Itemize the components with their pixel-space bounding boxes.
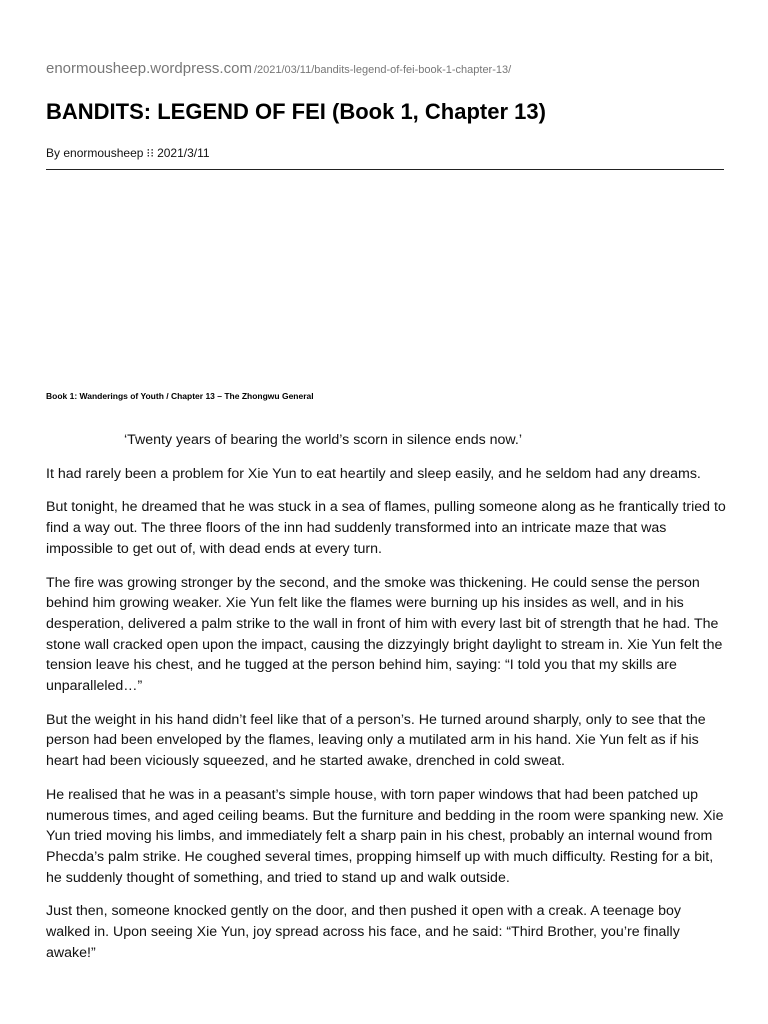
- chapter-label: Book 1: Wanderings of Youth / Chapter 13 – The Zhongwu General: [46, 391, 314, 401]
- source-url: [46, 60, 511, 78]
- body-paragraph: He realised that he was in a peasant’s simple house, with torn paper windows that had been patched up numerous times, and aged ceiling beams. But the furniture and bedding in the room were spanking new. Xie Yun tried moving his limbs, and immediately felt a sharp pain in his chest, probably an internal wound from Phecda’s palm strike. He coughed several times, propping himself up with much difficulty. Resting for a bit, he suddenly thought of something, and tried to stand up and walk outside.: [46, 786, 724, 886]
- epigraph: ‘Twenty years of bearing the world’s scorn in silence ends now.’: [124, 432, 522, 448]
- body-paragraph: The fire was growing stronger by the second, and the smoke was thickening. He could sense the person behind him growing weaker. Xie Yun felt like the flames were burning up his insides as well, and in his desperation, delivered a palm strike to the wall in front of him with every last bit of strength that he had. The stone wall cracked open upon the impact, causing the dizzyingly bright daylight to stream in. Xie Yun felt the tension leave his chest, and he tugged at the person behind him, saying: “I told you that my skills are unparalleled…”: [46, 574, 723, 695]
- empty-image-area: [46, 172, 724, 382]
- site-domain-link[interactable]: enormousheep.wordpress.com: [46, 60, 252, 77]
- body-paragraph: Just then, someone knocked gently on the door, and then pushed it open with a creak. A teenage boy walked in. Upon seeing Xie Yun, joy spread across his face, and he said: “Third Brother, you’re finally awake!”: [46, 903, 681, 961]
- publish-date: 2021/3/11: [157, 146, 210, 160]
- body-paragraph: But the weight in his hand didn’t feel like that of a person’s. He turned around sharply, only to see that the person had been enveloped by the flames, leaving only a mutilated arm in his hand. Xie Yun felt as if his heart had been viciously squeezed, and he started awake, drenched in cold sweat.: [46, 711, 706, 770]
- header-divider: [46, 169, 724, 170]
- body-paragraph: It had rarely been a problem for Xie Yun to eat heartily and sleep easily, and he seldom had any dreams.: [46, 465, 701, 482]
- author-name: enormousheep: [63, 146, 144, 160]
- byline: [46, 146, 210, 160]
- byline-separator: ⁝⁝: [146, 146, 155, 160]
- body-paragraph: But tonight, he dreamed that he was stuck in a sea of flames, pulling someone along as he frantically tried to find a way out. The three floors of the inn had suddenly transformed into an intricate maze that was impossible to get out of, with dead ends at every turn.: [46, 499, 726, 557]
- article-title: BANDITS: LEGEND OF FEI (Book 1, Chapter 13): [46, 99, 546, 124]
- article-body: [46, 430, 726, 976]
- byline-prefix: By: [46, 146, 61, 160]
- url-path-link[interactable]: /2021/03/11/bandits-legend-of-fei-book-1-chapter-13/: [253, 64, 512, 76]
